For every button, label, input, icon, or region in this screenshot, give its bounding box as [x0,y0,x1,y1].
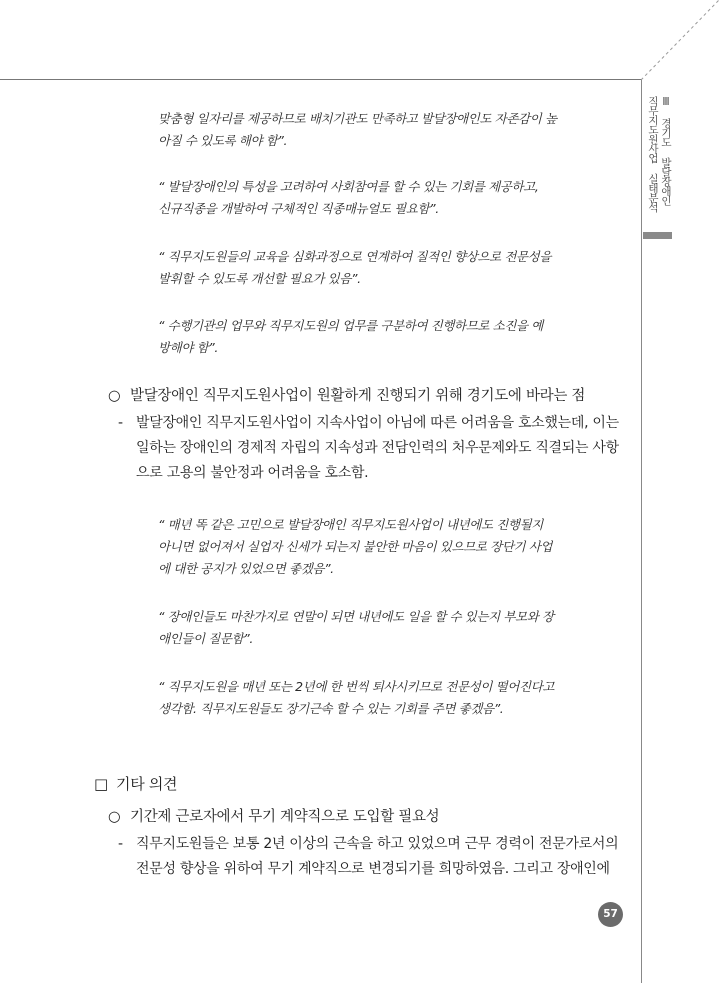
header-rule [0,79,641,80]
dash-bullet: - [118,415,123,431]
heading-text: 기타 의견 [116,775,178,793]
side-title-bar [643,232,672,239]
quote-line: 아니면 없어져서 실업자 신세가 되는지 불안한 마음이 있으므로 장단기 사업 [158,539,553,554]
paragraph-line: 직무지도원들은 보통 2년 이상의 근속을 하고 있었으며 근무 경력이 전문가로서의 [136,836,619,852]
quote-line: 방해야 함”. [158,340,218,355]
paragraph-line: 일하는 장애인의 경제적 자립의 지속성과 전담인력의 처우문제와도 직결되는 사항 [136,440,619,456]
heading-text: 기간제 근로자에서 무기 계약직으로 도입할 필요성 [130,809,440,825]
quote-block [158,108,598,152]
section-paragraph [118,832,630,882]
quote-line: 애인들이 질문함”. [158,631,253,646]
corner-dashed-line [641,0,719,80]
circle-bullet-icon: ○ [108,809,121,825]
quote-line: “ 매년 똑 같은 고민으로 발달장애인 직무지도원사업이 내년에도 진행될지 [158,517,543,532]
section-heading-expectations [108,385,585,407]
quote-block [158,514,598,580]
quote-line: 맞춤형 일자리를 제공하므로 배치기관도 만족하고 발달장애인도 자존감이 높 [158,111,557,126]
quote-line: “ 수행기관의 업무와 직무지도원의 업무를 구분하여 진행하므로 소진을 예 [158,318,543,333]
quote-block [158,176,598,220]
side-title-line-2: Ⅲ 경기도 발달장애인 [660,96,672,205]
quote-line: “ 발달장애인의 특성을 고려하여 사회참여를 할 수 있는 기회를 제공하고, [158,179,539,194]
quote-block [158,315,598,359]
paragraph-line: 으로 고용의 불안정과 어려움을 호소함. [136,465,369,481]
circle-bullet-icon: ○ [108,388,121,404]
paragraph-line: 발달장애인 직무지도원사업이 지속사업이 아님에 따른 어려움을 호소했는데, 이는 [136,415,619,431]
quote-line: 아질 수 있도록 해야 함”. [158,133,288,148]
side-running-title [645,96,675,232]
quote-line: 에 대한 공지가 있었으면 좋겠음”. [158,561,334,576]
side-rule [641,79,642,983]
quote-block [158,676,598,720]
page-number-badge: 57 [598,902,623,927]
heading-text: 발달장애인 직무지도원사업이 원활하게 진행되기 위해 경기도에 바라는 점 [130,388,586,404]
quote-block [158,606,598,650]
section-heading-other-opinions [94,773,177,795]
square-bullet-icon: □ [94,775,108,793]
dash-bullet: - [118,836,123,852]
side-title-line-1: 직무지도원사업 실태분석 [647,96,659,212]
quote-line: “ 장애인들도 마찬가지로 연말이 되면 내년에도 일을 할 수 있는지 부모와 장 [158,609,554,624]
quote-block [158,246,598,290]
quote-line: 발휘할 수 있도록 개선할 필요가 있음”. [158,271,361,286]
quote-line: 신규직종을 개발하여 구체적인 직종매뉴얼도 필요함”. [158,201,439,216]
subsection-heading [108,806,439,828]
quote-line: 생각함. 직무지도원들도 장기근속 할 수 있는 기회를 주면 좋겠음”. [158,701,504,716]
paragraph-line: 전문성 향상을 위하여 무기 계약직으로 변경되기를 희망하였음. 그리고 장애인에 [136,861,610,877]
section-paragraph [118,411,630,486]
quote-line: “ 직무지도원을 매년 또는 2년에 한 번씩 퇴사시키므로 전문성이 떨어진다고 [158,679,555,694]
quote-line: “ 직무지도원들의 교육을 심화과정으로 연계하여 질적인 향상으로 전문성을 [158,249,552,264]
